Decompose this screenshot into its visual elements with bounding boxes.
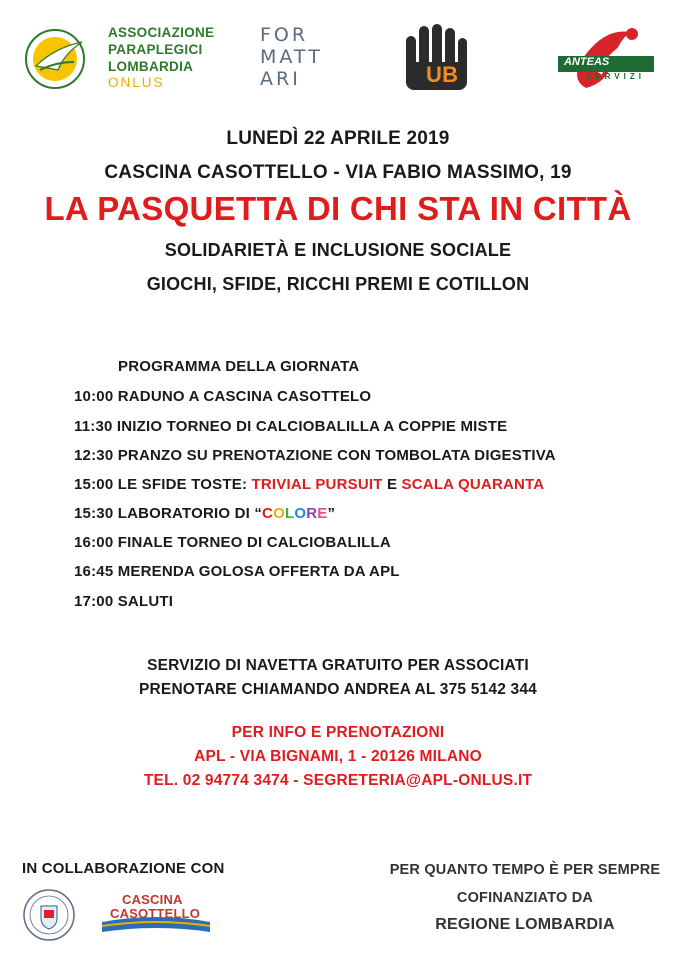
shuttle-line-1: SERVIZIO DI NAVETTA GRATUITO PER ASSOCIATI xyxy=(147,657,529,674)
colore-letter: C xyxy=(262,505,274,522)
trivial-pursuit-highlight: TRIVIAL PURSUIT xyxy=(251,476,383,493)
formattari-row3: ARI xyxy=(260,68,301,90)
ub-logo xyxy=(402,22,470,92)
program-item: 16:45 MERENDA GOLOSA OFFERTA DA APL xyxy=(74,563,400,580)
colore-letter: L xyxy=(284,505,295,522)
contact-heading: PER INFO E PRENOTAZIONI xyxy=(231,724,445,741)
cofinanced-label: COFINANZIATO DA xyxy=(456,890,594,906)
campaign-slogan: PER QUANTO TEMPO È PER SEMPRE xyxy=(389,862,661,878)
scala-quaranta-highlight: SCALA QUARANTA xyxy=(401,476,545,493)
collaboration-label: IN COLLABORAZIONE CON xyxy=(22,860,225,877)
apl-name-line2: PARAPLEGICI xyxy=(108,42,203,57)
apl-name-line3: LOMBARDIA xyxy=(108,59,194,74)
program-item-prefix: 15:00 LE SFIDE TOSTE: xyxy=(74,476,252,493)
cascina-line1: CASCINA xyxy=(122,892,183,907)
apl-name-line1: ASSOCIAZIONE xyxy=(108,25,215,40)
program-item-prefix: 15:30 LABORATORIO DI “ xyxy=(74,505,263,522)
program-item: 11:30 INIZIO TORNEO DI CALCIOBALILLA A COPPIE MISTE xyxy=(74,418,508,435)
program-item-suffix: ” xyxy=(327,505,336,522)
event-title: LA PASQUETTA DI CHI STA IN CITTÀ xyxy=(44,190,632,227)
cascina-line2: CASOTTELLO xyxy=(110,906,201,921)
anteas-name: ANTEAS xyxy=(564,56,610,68)
program-item: 16:00 FINALE TORNEO DI CALCIOBALILLA xyxy=(74,534,391,551)
program-item: 10:00 RADUNO A CASCINA CASOTTELO xyxy=(74,388,372,405)
cascina-casottello-logo xyxy=(100,892,212,934)
program-item-mid: E xyxy=(382,476,402,493)
apl-logo xyxy=(24,22,214,94)
program-heading: PROGRAMMA DELLA GIORNATA xyxy=(118,358,360,375)
program-item xyxy=(74,505,335,522)
apl-name-line4: ONLUS xyxy=(108,75,165,90)
event-date: LUNEDÌ 22 APRILE 2019 xyxy=(226,128,450,149)
colore-letter: E xyxy=(317,505,328,522)
colore-letter: R xyxy=(306,505,318,522)
ub-letters: UB xyxy=(426,62,459,87)
formattari-row2: MATT xyxy=(260,46,323,68)
formattari-row1: FOR xyxy=(260,24,309,46)
contact-address: APL - VIA BIGNAMI, 1 - 20126 MILANO xyxy=(194,748,482,765)
program-item: 17:00 SALUTI xyxy=(74,593,174,610)
region-name: REGIONE LOMBARDIA xyxy=(435,916,615,933)
anteas-logo xyxy=(556,22,656,94)
event-venue: CASCINA CASOTTELLO - VIA FABIO MASSIMO, 19 xyxy=(104,162,572,183)
event-subtitle-2: GIOCHI, SFIDE, RICCHI PREMI E COTILLON xyxy=(146,274,530,294)
anteas-sub: SERVIZI xyxy=(586,72,645,81)
formattari-logo xyxy=(256,22,352,92)
event-subtitle-1: SOLIDARIETÀ E INCLUSIONE SOCIALE xyxy=(164,240,512,260)
colore-letter: O xyxy=(294,505,307,522)
program-item: 12:30 PRANZO SU PRENOTAZIONE CON TOMBOLATA DIGESTIVA xyxy=(74,447,556,464)
seal-icon xyxy=(22,888,76,942)
colore-letter: O xyxy=(273,505,285,522)
program-item xyxy=(74,476,544,493)
shuttle-line-2: PRENOTARE CHIAMANDO ANDREA AL 375 5142 344 xyxy=(138,681,537,698)
contact-phone-email: TEL. 02 94774 3474 - SEGRETERIA@APL-ONLUS.IT xyxy=(143,772,533,789)
apl-emblem-icon xyxy=(24,28,86,90)
